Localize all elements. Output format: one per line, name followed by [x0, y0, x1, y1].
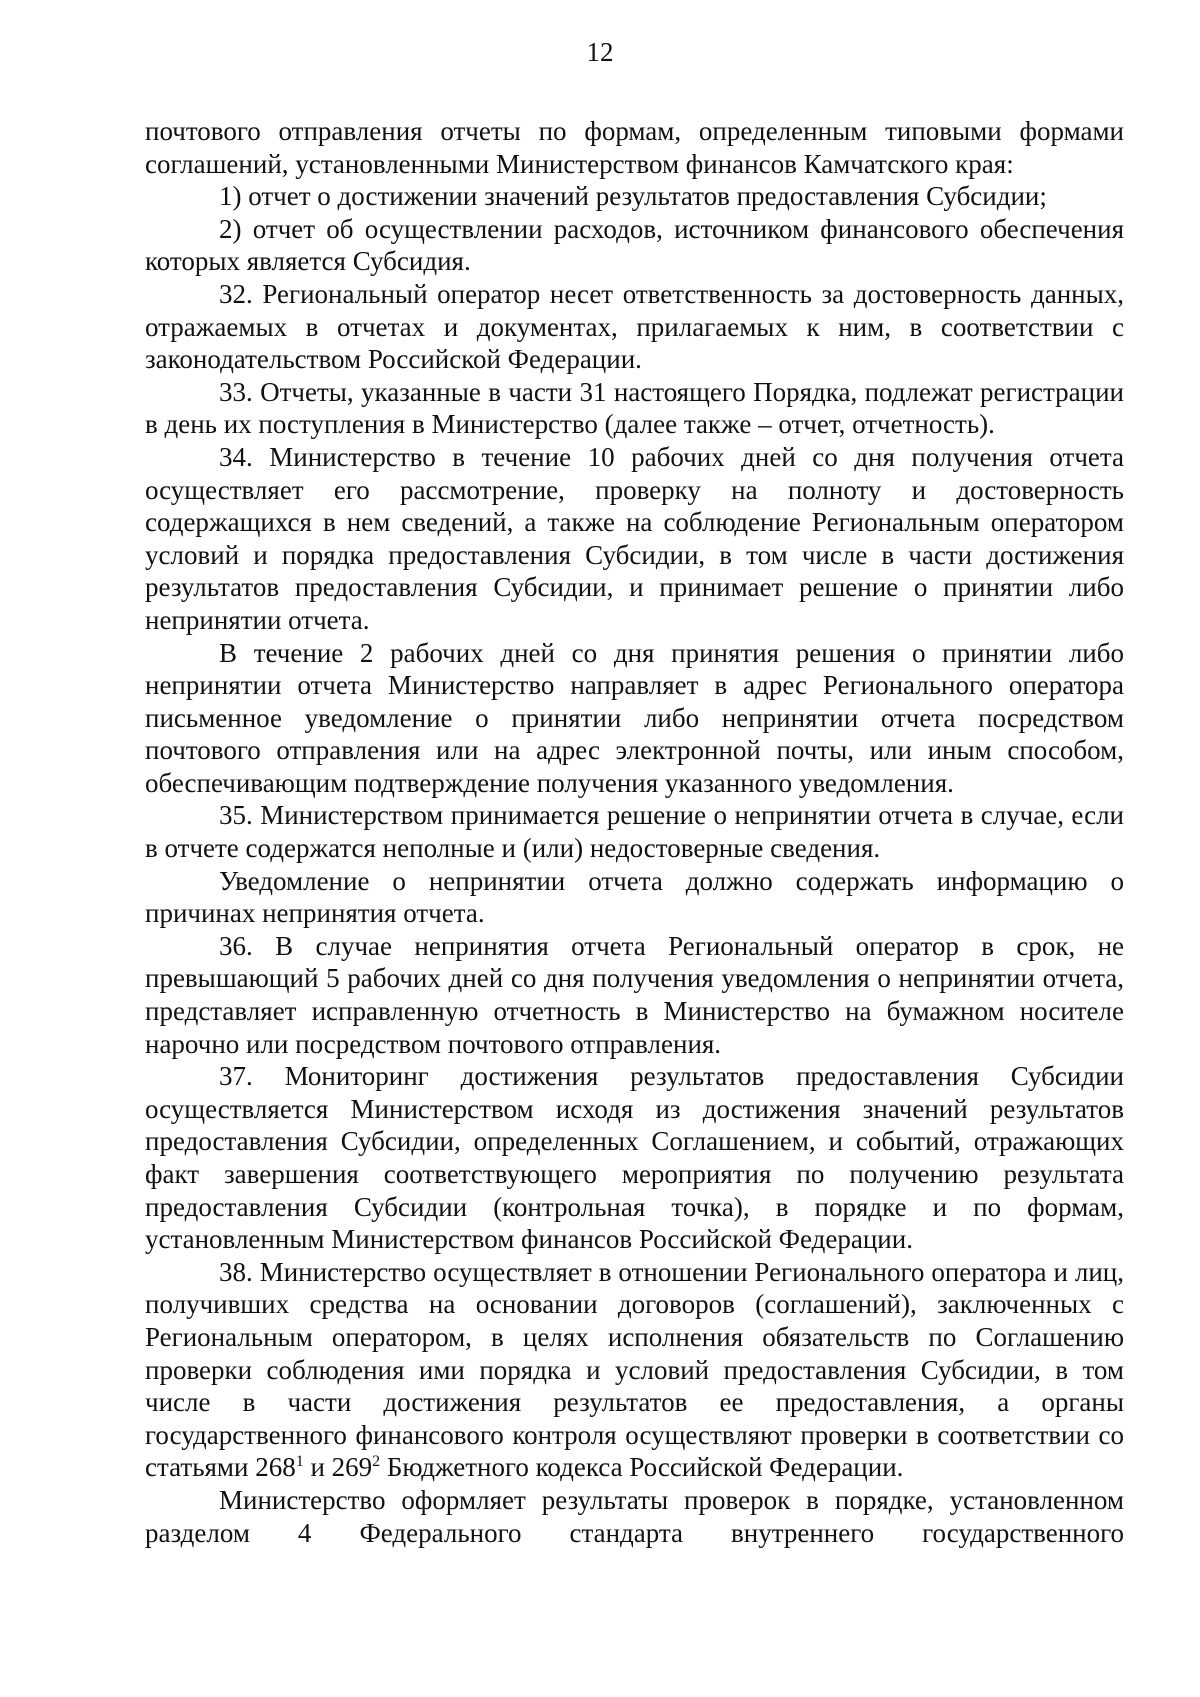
superscript-2: 2 — [372, 1453, 381, 1471]
paragraph-38-results: Министерство оформляет результаты проверок в порядке, установленном разделом 4 Федерального стандарта внутреннего государственного — [145, 1484, 1124, 1548]
page-number: 12 — [586, 37, 614, 67]
paragraph-36: 36. В случае непринятия отчета Региональный оператор в срок, не превышающий 5 рабочих дней со дня получения уведомления о непринятии отчета, представляет исправленную отчетность в Министерство на бумажном носителе нарочно или посредством почтового отправления. — [145, 930, 1124, 1059]
paragraph-33: 33. Отчеты, указанные в части 31 настоящего Порядка, подлежат регистрации в день их поступления в Министерство (далее также – отчет, отчетность). — [145, 376, 1124, 440]
paragraph-35: 35. Министерством принимается решение о непринятии отчета в случае, если в отчете содержатся неполные и (или) недостоверные сведения. — [145, 800, 1124, 864]
paragraph-38-text-a: 38. Министерство осуществляет в отношении Регионального оператора и лиц, получивших средства на основании договоров (соглашений), заключенных с Региональным оператором, в целях исполнения обязательств по Соглашению проверки соблюдения ими порядка и условий предоставления Субсидии, в том числе в части достижения результатов ее предоставления, а органы государственного финансового контроля осуществляют проверки в соответствии со статьями 268 — [145, 1256, 1124, 1483]
paragraph-34-notice: В течение 2 рабочих дней со дня принятия решения о принятии либо непринятии отчета Министерство направляет в адрес Регионального оператора письменное уведомление о принятии либо непринятии отчета посредством почтового отправления или на адрес электронной почты, или иным способом, обеспечивающим подтверждение получения указанного уведомления. — [145, 637, 1124, 798]
paragraph-continuation: почтового отправления отчеты по формам, определенным типовыми формами соглашений, установленными Министерством финансов Камчатского края: — [145, 116, 1124, 179]
paragraph-32: 32. Региональный оператор несет ответственность за достоверность данных, отражаемых в отчетах и документах, прилагаемых к ним, в соответствии с законодательством Российской Федерации. — [145, 278, 1124, 375]
document-body — [145, 115, 1124, 1549]
paragraph-38 — [145, 1256, 1124, 1484]
paragraph-38-text-c: Бюджетного кодекса Российской Федерации. — [380, 1452, 904, 1483]
paragraph-35-notice: Уведомление о непринятии отчета должно содержать информацию о причинах непринятия отчета. — [145, 865, 1124, 929]
paragraph-report-item-1: 1) отчет о достижении значений результатов предоставления Субсидии; — [219, 181, 1047, 212]
superscript-1: 1 — [295, 1453, 304, 1471]
paragraph-38-text-b: и 269 — [303, 1452, 373, 1483]
paragraph-report-item-2: 2) отчет об осуществлении расходов, источником финансового обеспечения которых является Субсидия. — [145, 213, 1124, 277]
paragraph-34: 34. Министерство в течение 10 рабочих дней со дня получения отчета осуществляет его рассмотрение, проверку на полноту и достоверность содержащихся в нем сведений, а также на соблюдение Региональным оператором условий и порядка предоставления Субсидии, в том числе в части достижения результатов предоставления Субсидии, и принимает решение о принятии либо непринятии отчета. — [145, 441, 1124, 635]
paragraph-37: 37. Мониторинг достижения результатов предоставления Субсидии осуществляется Министерством исходя из достижения значений результатов предоставления Субсидии, определенных Соглашением, и событий, отражающих факт завершения соответствующего мероприятия по получению результата предоставления Субсидии (контрольная точка), в порядке и по формам, установленным Министерством финансов Российской Федерации. — [145, 1061, 1124, 1255]
